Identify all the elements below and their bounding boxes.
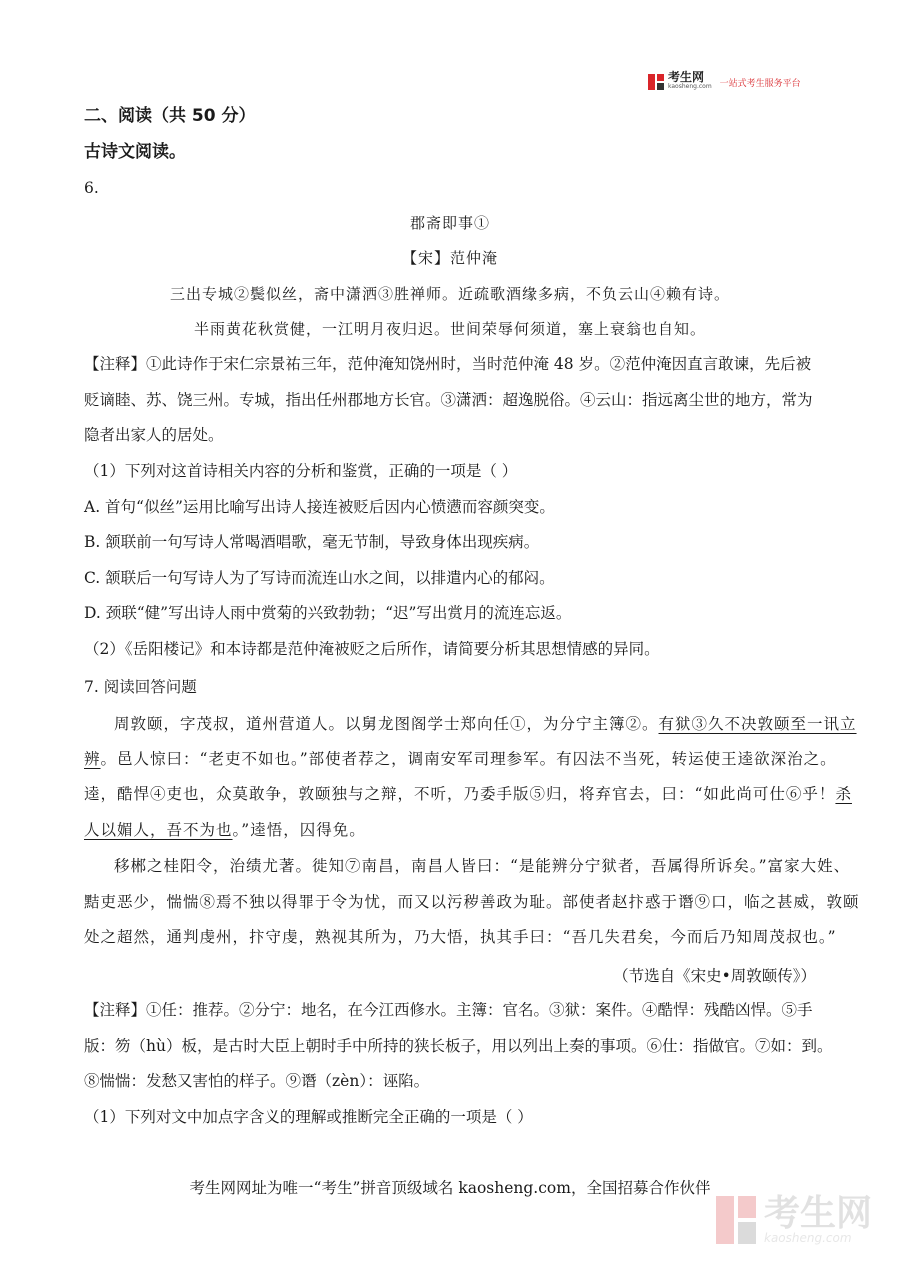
logo-slogan: 一站式考生服务平台 bbox=[719, 78, 801, 89]
footer-text[interactable]: 考生网网址为唯一“考生”拼音顶级域名 kaosheng.com，全国招募合作伙伴 bbox=[189, 1179, 711, 1197]
poem-line-1: 三出专城②鬓似丝，斋中潇洒③胜禅师。近疏歌酒缘多病，不负云山④赖有诗。 bbox=[169, 285, 730, 303]
q6-option-b[interactable]: B. 颔联前一句写诗人常喝酒唱歌，毫无节制，导致身体出现疾病。 bbox=[84, 533, 540, 551]
underlined-sentence: 杀 bbox=[835, 785, 852, 803]
q7-passage-line: 处之超然，通判虔州，抃守虔，熟视其所为，乃大悟，执其手曰：“吾几失君矣，今而后乃知周茂叔也。” bbox=[84, 928, 837, 946]
poem-author: 【宋】范仲淹 bbox=[401, 249, 498, 267]
q7-note-line: ⑧惴惴：发愁又害怕的样子。⑨谮（zèn）：诬陷。 bbox=[84, 1072, 430, 1090]
q6-sub2-stem: （2）《岳阳楼记》和本诗都是范仲淹被贬之后所作，请简要分析其思想情感的异同。 bbox=[84, 640, 660, 658]
section-title: 二、阅读（共 50 分） bbox=[84, 106, 256, 126]
q6-note-line: 【注释】①此诗作于宋仁宗景祐三年，范仲淹知饶州时，当时范仲淹 48 岁。②范仲淹因直言敢谏，先后被 bbox=[84, 355, 812, 373]
poem-line-2: 半雨黄花秋赏健，一江明月夜归迟。世间荣辱何须道，塞上衰翁也自知。 bbox=[193, 320, 706, 338]
q6-option-d[interactable]: D. 颈联“健”写出诗人雨中赏菊的兴致勃勃；“迟”写出赏月的流连忘返。 bbox=[84, 604, 572, 622]
q7-passage-line: 移郴之桂阳令，治绩尤著。徙知⑦南昌，南昌人皆曰：“是能辨分宁狱者，吾属得所诉矣。”富家大姓、 bbox=[114, 857, 851, 875]
q7-passage-line: 人以媚人，吾不为也。”逵悟，囚得免。 bbox=[84, 821, 366, 839]
logo-name: 考生网 bbox=[668, 70, 705, 84]
question-7-heading: 7. 阅读回答问题 bbox=[84, 678, 197, 696]
section-subtitle: 古诗文阅读。 bbox=[84, 142, 186, 162]
q7-note-line: 版：笏（hù）板，是古时大臣上朝时手中所持的狭长板子，用以列出上奏的事项。⑥仕：指做官。⑦如：到。 bbox=[84, 1037, 833, 1055]
site-logo[interactable] bbox=[648, 72, 801, 92]
logo-url: kaosheng.com bbox=[668, 83, 712, 90]
watermark-logo bbox=[716, 1193, 873, 1245]
q7-passage-line: 逵，酷悍④吏也，众莫敢争，敦颐独与之辩，不听，乃委手版⑤归，将弃官去，曰：“如此尚可仕⑥乎！杀 bbox=[84, 785, 852, 803]
underlined-sentence: 有狱③久不决敦颐至一讯立 bbox=[658, 715, 857, 733]
underlined-sentence: 人以媚人，吾不为也 bbox=[84, 821, 233, 839]
question-6-number: 6. bbox=[84, 179, 99, 197]
q7-passage-line: 辨。邑人惊曰：“老吏不如也。”部使者荐之，调南安军司理参军。有囚法不当死，转运使王逵欲深治之。 bbox=[84, 750, 837, 768]
q7-note-line: 【注释】①任：推荐。②分宁：地名，在今江西修水。主簿：官名。③狱：案件。④酷悍：残酷凶悍。⑤手 bbox=[84, 1001, 813, 1019]
watermark-url: kaosheng.com bbox=[764, 1231, 852, 1245]
q7-passage-line: 黠吏恶少，惴惴⑧焉不独以得罪于令为忧，而又以污秽善政为耻。部使者赵抃惑于谮⑨口，临之甚威，敦颐 bbox=[84, 893, 860, 911]
logo-icon bbox=[648, 74, 664, 90]
q6-sub1-stem: （1）下列对这首诗相关内容的分析和鉴赏，正确的一项是（ ） bbox=[84, 462, 518, 480]
q6-note-line: 贬谪睦、苏、饶三州。专城，指出任州郡地方长官。③潇洒：超逸脱俗。④云山：指远离尘世的地方，常为 bbox=[84, 391, 813, 409]
watermark-icon bbox=[716, 1196, 756, 1244]
q7-sub1-stem: （1）下列对文中加点字含义的理解或推断完全正确的一项是（ ） bbox=[84, 1108, 533, 1126]
q6-option-a[interactable]: A. 首句“似丝”运用比喻写出诗人接连被贬后因内心愤懑而容颜突变。 bbox=[84, 498, 555, 516]
q6-option-c[interactable]: C. 颔联后一句写诗人为了写诗而流连山水之间，以排遣内心的郁闷。 bbox=[84, 569, 555, 587]
watermark-name: 考生网 bbox=[764, 1193, 873, 1234]
passage-source: （节选自《宋史•周敦颐传》） bbox=[613, 967, 816, 985]
poem-title: 郡斋即事① bbox=[409, 214, 490, 232]
q7-passage-line: 周敦颐，字茂叔，道州营道人。以舅龙图阁学士郑向任①，为分宁主簿②。有狱③久不决敦颐至一讯立 bbox=[114, 715, 857, 733]
q6-note-line: 隐者出家人的居处。 bbox=[84, 426, 224, 444]
underlined-sentence: 辨 bbox=[84, 750, 101, 768]
